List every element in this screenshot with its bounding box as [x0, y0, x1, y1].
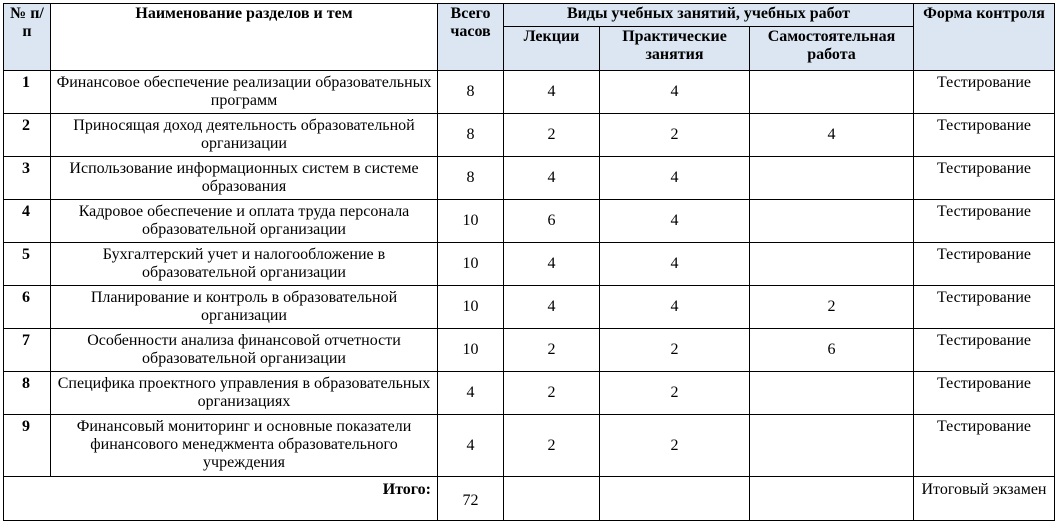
self-study-hours: [750, 415, 914, 477]
section-name: Планирование и контроль в образовательной организации: [51, 286, 438, 329]
table-row: [4, 71, 1055, 114]
section-name: Специфика проектного управления в образовательных организациях: [51, 372, 438, 415]
practical-hours: 4: [600, 243, 750, 286]
lectures-hours: 4: [504, 71, 600, 114]
practical-hours: 2: [600, 415, 750, 477]
control-form: Тестирование: [914, 329, 1055, 372]
lectures-hours: 4: [504, 243, 600, 286]
row-number: 2: [4, 114, 51, 157]
lectures-hours: 2: [504, 329, 600, 372]
practical-hours: 4: [600, 71, 750, 114]
control-form: Тестирование: [914, 71, 1055, 114]
total-hours: 8: [438, 114, 504, 157]
row-number: 5: [4, 243, 51, 286]
section-name: Финансовый мониторинг и основные показатели финансового менеджмента образовательного учреждения: [51, 415, 438, 477]
self-study-hours: [750, 243, 914, 286]
lectures-hours: 2: [504, 415, 600, 477]
table-row: [4, 372, 1055, 415]
total-self-study: [750, 477, 914, 521]
total-label: Итого:: [4, 477, 438, 521]
row-number: 8: [4, 372, 51, 415]
row-number: 7: [4, 329, 51, 372]
table-row: [4, 243, 1055, 286]
total-row: [4, 477, 1055, 521]
self-study-hours: [750, 200, 914, 243]
row-number: 6: [4, 286, 51, 329]
self-study-hours: 4: [750, 114, 914, 157]
table-row: [4, 114, 1055, 157]
total-control-form: Итоговый экзамен: [914, 477, 1055, 521]
header-activity-types: Виды учебных занятий, учебных работ: [504, 4, 914, 27]
self-study-hours: 2: [750, 286, 914, 329]
table-row: [4, 157, 1055, 200]
header-lectures: Лекции: [504, 27, 600, 71]
total-hours: 4: [438, 415, 504, 477]
self-study-hours: [750, 372, 914, 415]
lectures-hours: 6: [504, 200, 600, 243]
total-practical: [600, 477, 750, 521]
lectures-hours: 4: [504, 157, 600, 200]
lectures-hours: 4: [504, 286, 600, 329]
control-form: Тестирование: [914, 415, 1055, 477]
total-hours: 4: [438, 372, 504, 415]
practical-hours: 2: [600, 329, 750, 372]
lectures-hours: 2: [504, 114, 600, 157]
section-name: Особенности анализа финансовой отчетности образовательной организации: [51, 329, 438, 372]
header-control-form: Форма контроля: [914, 4, 1055, 71]
section-name: Кадровое обеспечение и оплата труда персонала образовательной организации: [51, 200, 438, 243]
curriculum-table: [3, 3, 1055, 521]
section-name: Приносящая доход деятельность образовательной организации: [51, 114, 438, 157]
self-study-hours: [750, 71, 914, 114]
practical-hours: 2: [600, 114, 750, 157]
table-row: [4, 286, 1055, 329]
header-total-hours: Всего часов: [438, 4, 504, 71]
total-lectures: [504, 477, 600, 521]
section-name: Финансовое обеспечение реализации образовательных программ: [51, 71, 438, 114]
total-hours: 10: [438, 286, 504, 329]
control-form: Тестирование: [914, 372, 1055, 415]
total-hours: 10: [438, 200, 504, 243]
table-body: [4, 71, 1055, 477]
header-number: № п/п: [4, 4, 51, 71]
self-study-hours: 6: [750, 329, 914, 372]
practical-hours: 4: [600, 157, 750, 200]
section-name: Использование информационных систем в системе образования: [51, 157, 438, 200]
section-name: Бухгалтерский учет и налогообложение в образовательной организации: [51, 243, 438, 286]
practical-hours: 4: [600, 200, 750, 243]
row-number: 9: [4, 415, 51, 477]
header-section-name: Наименование разделов и тем: [51, 4, 438, 71]
header-practical: Практические занятия: [600, 27, 750, 71]
table-row: [4, 329, 1055, 372]
control-form: Тестирование: [914, 114, 1055, 157]
control-form: Тестирование: [914, 200, 1055, 243]
total-hours: 8: [438, 71, 504, 114]
header-self-study: Самостоятельная работа: [750, 27, 914, 71]
row-number: 1: [4, 71, 51, 114]
practical-hours: 4: [600, 286, 750, 329]
self-study-hours: [750, 157, 914, 200]
table-row: [4, 200, 1055, 243]
total-hours: 10: [438, 329, 504, 372]
control-form: Тестирование: [914, 157, 1055, 200]
row-number: 3: [4, 157, 51, 200]
table-row: [4, 415, 1055, 477]
practical-hours: 2: [600, 372, 750, 415]
row-number: 4: [4, 200, 51, 243]
control-form: Тестирование: [914, 286, 1055, 329]
total-hours: 10: [438, 243, 504, 286]
lectures-hours: 2: [504, 372, 600, 415]
control-form: Тестирование: [914, 243, 1055, 286]
total-hours: 8: [438, 157, 504, 200]
total-hours-value: 72: [438, 477, 504, 521]
